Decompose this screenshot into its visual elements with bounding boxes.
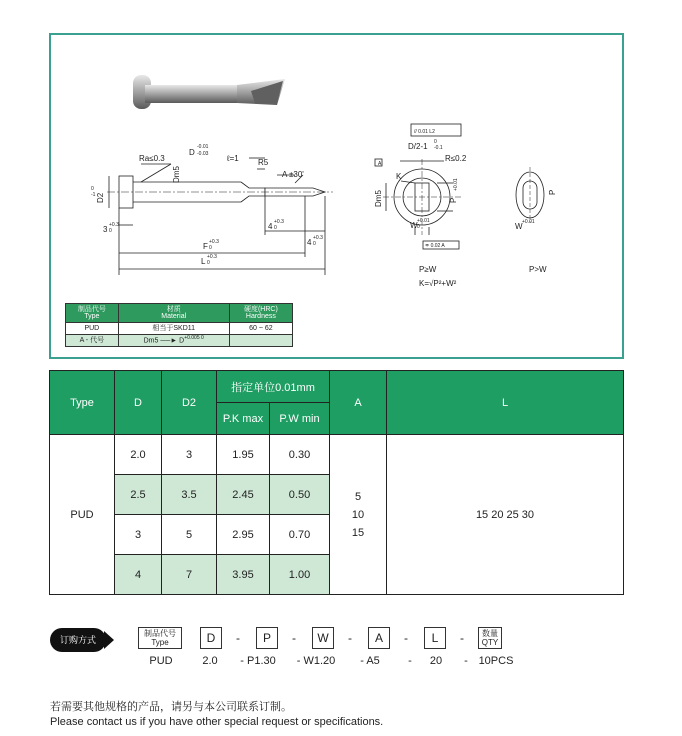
label-dim4a: 4 (268, 222, 273, 231)
label-w-oval-tol: +0.01 (522, 219, 535, 225)
label-f: F (203, 242, 208, 251)
order-box-type: 制品代号 Type (138, 627, 182, 649)
cell-pw: 0.70 (270, 515, 330, 555)
order-value-a: - A5 (360, 655, 380, 667)
material-cell-material: 相当于SKD11 (118, 323, 229, 335)
label-ra: Ra≤0.3 (139, 154, 165, 163)
label-w-tol-top: +0.01 (417, 218, 430, 224)
cell-d: 4 (115, 555, 162, 595)
label-d-tol-top: -0.01 (197, 144, 209, 150)
cell-pw: 0.50 (270, 475, 330, 515)
order-dash: - (236, 631, 240, 645)
label-dim4a-tol-bottom: 0 (274, 225, 277, 231)
label-d-half-tol-top: 0 (434, 139, 437, 145)
label-d2: D2 (96, 192, 105, 203)
label-p: P (449, 197, 458, 203)
order-dash: - (292, 631, 296, 645)
label-p-oval: P (548, 189, 557, 195)
label-r5: R5 (258, 158, 269, 167)
cell-type: PUD (50, 435, 115, 595)
order-badge: 订购方式 (50, 628, 106, 652)
label-d-tol-bottom: -0.03 (197, 151, 209, 157)
label-dim4b-tol-top: +0.3 (313, 235, 323, 241)
cell-pk: 2.95 (217, 515, 270, 555)
header-a: A (330, 371, 387, 435)
label-l-tol-bottom: 0 (207, 260, 210, 266)
cell-d: 3 (115, 515, 162, 555)
label-dim4a-tol-top: +0.3 (274, 219, 284, 225)
cell-pw: 1.00 (270, 555, 330, 595)
label-d2-tol-bottom: -1 (91, 192, 96, 198)
cell-d2: 5 (162, 515, 217, 555)
label-f-tol-bottom: 0 (209, 245, 212, 251)
header-unit: 指定单位0.01mm (217, 371, 330, 403)
label-dim3: 3 (103, 225, 108, 234)
label-l: L (201, 257, 206, 266)
order-value-l: 20 (429, 655, 443, 667)
order-dash: - (460, 631, 464, 645)
order-box-d: D (200, 627, 222, 649)
material-header-material: 材质 Material (118, 304, 229, 323)
drawing-frame (49, 33, 624, 359)
order-box-a: A (368, 627, 390, 649)
spec-table (49, 370, 624, 595)
material-cell-hardness: 60 ~ 62 (229, 323, 292, 335)
cell-pk: 3.95 (217, 555, 270, 595)
label-p-ge-w: P≥W (419, 265, 437, 274)
order-value-p: - P1.30 (240, 655, 276, 667)
label-w-tol-bottom: 0 (417, 224, 420, 230)
order-example (50, 624, 610, 672)
label-dim4b-tol-bottom: 0 (313, 241, 316, 247)
label-parallel: // 0.01 L2 (414, 129, 435, 135)
cell-d2: 7 (162, 555, 217, 595)
cell-pk: 2.45 (217, 475, 270, 515)
label-datum-a: A (378, 161, 382, 167)
label-d2-tol: 0 (91, 186, 94, 192)
label-d: D (189, 148, 195, 157)
note-chinese: 若需要其他规格的产品，请另与本公司联系订制。 (50, 701, 292, 713)
header-l: L (387, 371, 624, 435)
label-angle: ±30' (289, 170, 304, 179)
cell-l-values: 15 20 25 30 (387, 435, 624, 595)
header-pw-min: P.W min (270, 403, 330, 435)
material-header-hardness: 硬度(HRC) Hardness (229, 304, 292, 323)
order-box-qty: 数量 QTY (478, 627, 502, 649)
material-cell-type: PUD (66, 323, 119, 335)
label-dm5-end: Dm5 (374, 190, 383, 207)
label-p-gt-w: P>W (529, 265, 547, 274)
label-k: K (396, 172, 402, 181)
order-box-l: L (424, 627, 446, 649)
order-dash: - (404, 631, 408, 645)
label-w-oval: W (515, 222, 523, 231)
material-header-type: 制品代号 Type (66, 304, 119, 323)
label-r02: R≤0.2 (445, 154, 467, 163)
label-w: W (410, 221, 418, 230)
label-sym: ≑ 0.02 A (425, 243, 445, 249)
label-d-half-tol-bottom: -0.1 (434, 145, 443, 151)
order-dash: - (348, 631, 352, 645)
label-dim4b: 4 (307, 238, 312, 247)
order-box-p: P (256, 627, 278, 649)
header-d: D (115, 371, 162, 435)
order-value-dash: - (408, 655, 412, 667)
label-a: A (282, 170, 288, 179)
material-table (65, 303, 293, 347)
table-row (50, 435, 624, 475)
label-l-tol-top: +0.3 (207, 254, 217, 260)
order-value-type: PUD (149, 655, 173, 667)
punch-render-image (133, 75, 285, 109)
material-alt-label: A - 代号 (66, 335, 119, 347)
header-pk-max: P.K max (217, 403, 270, 435)
order-value-dash: - (464, 655, 468, 667)
material-alt-empty (229, 335, 292, 347)
label-dim3-tol-bottom: 0 (109, 228, 112, 234)
label-l1: ℓ=1 (227, 154, 239, 163)
order-value-qty: 10PCS (478, 655, 514, 667)
cell-d2: 3 (162, 435, 217, 475)
order-value-d: 2.0 (202, 655, 218, 667)
label-k-formula: K=√P²+W² (419, 279, 457, 288)
header-type: Type (50, 371, 115, 435)
header-d2: D2 (162, 371, 217, 435)
note-english: Please contact us if you have other special request or specifications. (50, 716, 384, 728)
cell-d2: 3.5 (162, 475, 217, 515)
order-box-w: W (312, 627, 334, 649)
cell-a-values: 5 10 15 (330, 435, 387, 595)
order-value-w: - W1.20 (296, 655, 336, 667)
label-f-tol-top: +0.3 (209, 239, 219, 245)
cell-pk: 1.95 (217, 435, 270, 475)
label-p-tol: +0.01 (453, 178, 459, 191)
cell-d: 2.5 (115, 475, 162, 515)
label-d-half: D/2-1 (408, 142, 428, 151)
cell-pw: 0.30 (270, 435, 330, 475)
cell-d: 2.0 (115, 435, 162, 475)
label-dm5: Dm5 (172, 166, 181, 183)
label-dim3-tol-top: +0.3 (109, 222, 119, 228)
material-alt-value: Dm5 ──► $D^{+0.005 0}$ (118, 335, 229, 347)
